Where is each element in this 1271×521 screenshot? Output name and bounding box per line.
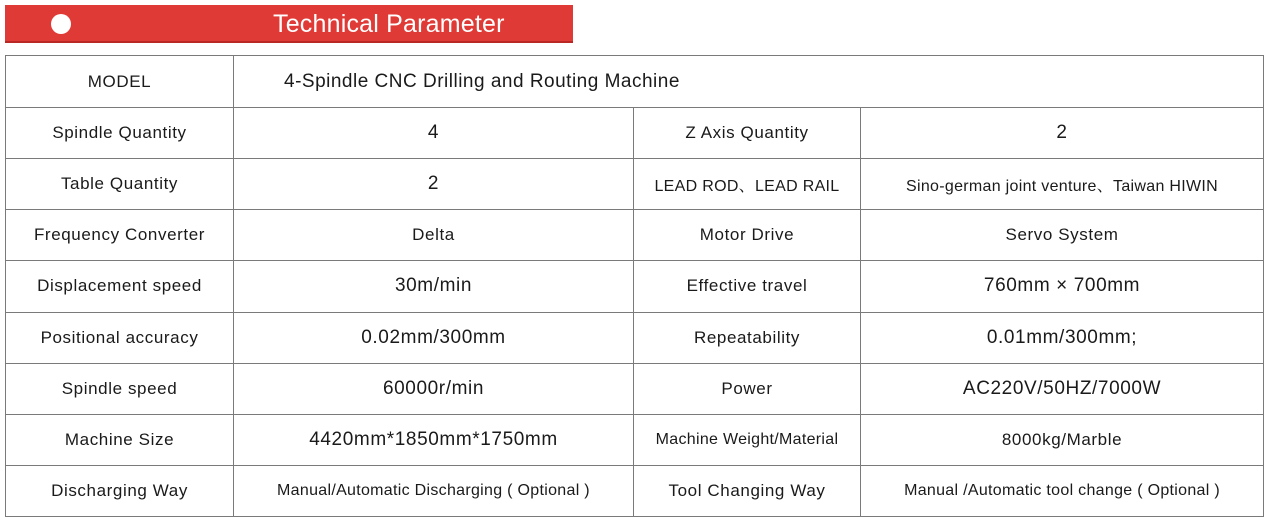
param-value: 4 [234, 108, 634, 159]
table-row [6, 261, 1264, 312]
param-label: LEAD ROD、LEAD RAIL [634, 159, 861, 210]
bullet-dot-icon [51, 14, 71, 34]
param-label: Table Quantity [6, 159, 234, 210]
param-label: Motor Drive [634, 210, 861, 261]
param-value: Manual /Automatic tool change ( Optional ) [861, 465, 1264, 516]
param-label: Spindle speed [6, 363, 234, 414]
param-value: Servo System [861, 210, 1264, 261]
param-label: Positional accuracy [6, 312, 234, 363]
table-row [6, 465, 1264, 516]
param-label: Machine Weight/Material [634, 414, 861, 465]
param-value: 2 [861, 108, 1264, 159]
param-label: MODEL [6, 56, 234, 108]
technical-parameter-table [5, 55, 1264, 517]
table-row [6, 108, 1264, 159]
param-value: Sino-german joint venture、Taiwan HIWIN [861, 159, 1264, 210]
param-label: Effective travel [634, 261, 861, 312]
param-value: AC220V/50HZ/7000W [861, 363, 1264, 414]
param-label: Power [634, 363, 861, 414]
param-value: 760mm × 700mm [861, 261, 1264, 312]
section-header [5, 5, 573, 43]
param-value: 0.01mm/300mm; [861, 312, 1264, 363]
param-label: Discharging Way [6, 465, 234, 516]
param-label: Z Axis Quantity [634, 108, 861, 159]
param-value: 4420mm*1850mm*1750mm [234, 414, 634, 465]
param-value: 4-Spindle CNC Drilling and Routing Machine [234, 56, 1264, 108]
param-value: 0.02mm/300mm [234, 312, 634, 363]
table-row [6, 312, 1264, 363]
param-value: 60000r/min [234, 363, 634, 414]
param-value: 30m/min [234, 261, 634, 312]
table-row [6, 159, 1264, 210]
param-value: Delta [234, 210, 634, 261]
table-row [6, 210, 1264, 261]
param-label: Tool Changing Way [634, 465, 861, 516]
param-label: Spindle Quantity [6, 108, 234, 159]
param-value: 8000kg/Marble [861, 414, 1264, 465]
table-row [6, 414, 1264, 465]
param-label: Machine Size [6, 414, 234, 465]
section-title: Technical Parameter [273, 10, 505, 38]
table-row-model [6, 56, 1264, 108]
param-label: Displacement speed [6, 261, 234, 312]
param-value: 2 [234, 159, 634, 210]
param-label: Frequency Converter [6, 210, 234, 261]
param-value: Manual/Automatic Discharging ( Optional ) [234, 465, 634, 516]
param-label: Repeatability [634, 312, 861, 363]
table-row [6, 363, 1264, 414]
